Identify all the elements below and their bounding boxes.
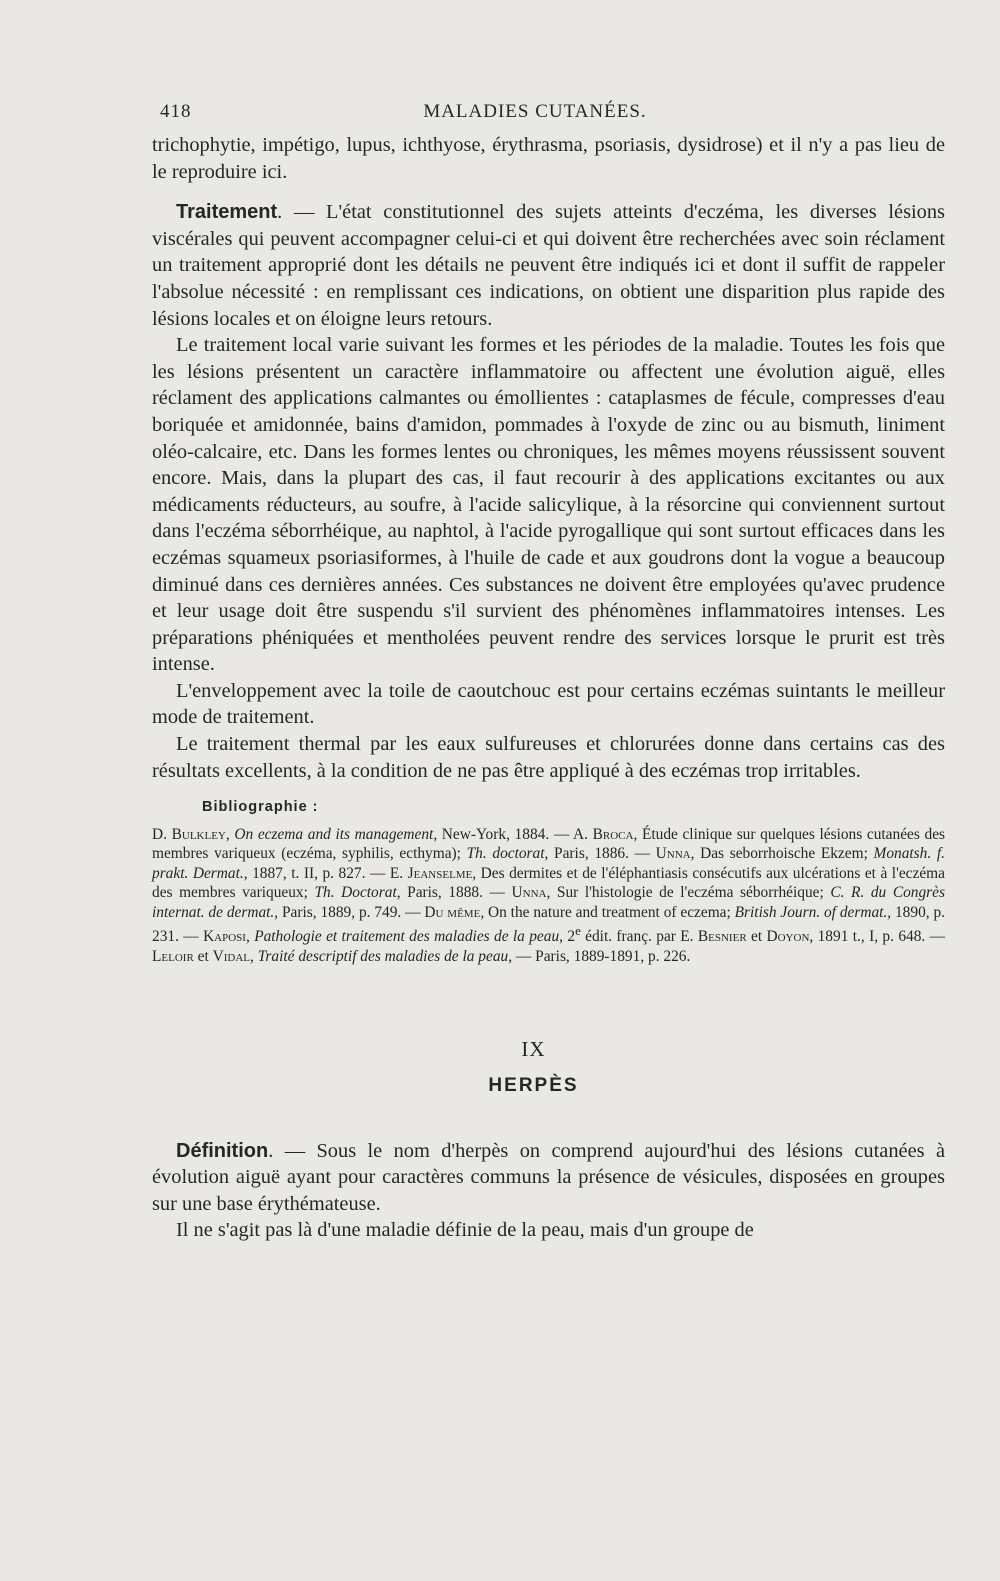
biblio-title: Traité descriptif des maladies de la peau [257,947,509,965]
biblio-title: Pathologie et traitement des maladies de la peau [254,928,560,946]
biblio-author: Jeanselme [407,864,473,882]
biblio-seg: , — Paris, 1889-1891, p. 226. [508,947,691,965]
biblio-seg: , Étude clinique sur quelques lésions cutanées des membres variqueux (eczéma, syphilis, ecthyma); [152,825,946,863]
biblio-seg: et [746,928,767,946]
biblio-author: Bulkley [171,825,226,843]
chapter-number: IX [521,1037,546,1062]
definition-heading: Définition [176,1139,269,1162]
biblio-author: Broca [592,825,634,843]
paragraph-traitement [152,199,945,332]
biblio-seg: , Sur l'histologie de l'eczéma séborrhéique; [546,884,831,902]
biblio-seg: , On the nature and treatment of eczema; [480,903,735,921]
bibliography-text [152,825,945,967]
chapter-title: HERPÈS [488,1075,579,1097]
biblio-seg: , [225,825,235,843]
biblio-title: C. R. du Congrès internat. de dermat. [152,884,945,921]
running-title: MALADIES CUTANÉES. [423,101,647,122]
biblio-seg: et [193,947,213,965]
paragraph-last: Il ne s'agit pas là d'une maladie définie de la peau, mais d'un groupe de [176,1219,754,1242]
paragraph-intro: trichophytie, impétigo, lupus, ichthyose, érythrasma, psoriasis, dysidrose) et il n'y a pas lieu de le reproduire ici. [152,134,945,183]
paragraph-definition [152,1138,945,1218]
biblio-seg: D. [152,825,172,843]
biblio-author: Du même [424,903,481,921]
paragraph-caoutchouc: L'enveloppement avec la toile de caoutchouc est pour certains eczémas suintants le meilleur mode de traitement. [152,679,945,729]
biblio-author: Kaposi [203,928,246,946]
biblio-author: Doyon [766,928,810,946]
biblio-title: Th. Doctorat [314,884,397,902]
paragraph-thermal: Le traitement thermal par les eaux sulfureuses et chlorurées donne dans certains cas des résultats excellents, à la condition de ne pas être appliqué à des eczémas trop irritables. [152,733,945,782]
traitement-heading: Traitement [176,201,278,224]
biblio-author: Besnier [697,928,747,946]
biblio-seg: , 1887, t. II, p. 827. — E. [243,864,408,882]
page-number: 418 [160,101,192,122]
biblio-author: Unna [655,845,691,863]
biblio-seg: , 1890, p. 231. — [152,903,946,946]
running-head [160,101,950,131]
biblio-author: Leloir [152,947,194,965]
biblio-seg: , 1891 t., I, p. 648. — [809,928,946,946]
biblio-seg: édit. franç. par E. [580,928,698,946]
biblio-title: Th. doctorat [466,845,545,863]
biblio-seg: , [250,947,258,965]
biblio-superscript: e [575,924,581,939]
biblio-author: Unna [511,884,547,902]
bibliography-heading: Bibliographie : [202,799,319,816]
biblio-seg: , Des dermites et de l'éléphantiasis consécutifs aux ulcérations et à l'eczéma des membres variqueux; [152,864,945,902]
biblio-author: Vidal [212,947,250,965]
biblio-seg: , 2 [559,928,576,946]
biblio-seg: , Das seborrhoische Ekzem; [690,845,874,863]
traitement-text: . — L'état constitutionnel des sujets atteints d'eczéma, les diverses lésions viscérales qui peuvent accompagner celui-ci et qui doivent être recherchées avec soin réclament un traitement approprié dont les détails ne peuvent être indiqués ici et dont il suffit de rappeler l'absolue nécessité : en remplissant ces indications, on obtient une disparition plus rapide des lésions locales et on éloigne leurs retours. [152,201,945,330]
body-text [152,132,945,1244]
biblio-title: On eczema and its management [234,825,434,843]
biblio-seg: , [245,928,255,946]
paragraph-traitement-local: Le traitement local varie suivant les formes et les périodes de la maladie. Toutes les fois que les lésions présentent un caractère inflammatoire ou affectent une évolution aiguë, elles réclament des applications calmantes ou émollientes : cataplasmes de fécule, compresses d'eau boriquée et amidonnée, bains d'amidon, pommades à l'oxyde de zinc ou au bismuth, liniment oléo-calcaire, etc. Dans les formes lentes ou chroniques, les mêmes moyens réussissent souvent encore. Mais, dans la plupart des cas, il faut recourir à des applications excitantes ou aux médicaments réducteurs, au soufre, à l'acide salicylique, à la résorcine qui conviennent surtout dans l'eczéma séborrhéique, au naphtol, à l'acide pyrogallique qui sont surtout efficaces dans les eczémas squameux psoriasiformes, à l'huile de cade et aux goudrons dont la vogue a beaucoup diminué dans ces dernières années. Ces substances ne doivent être employées qu'avec prudence et leur usage doit être suspendu s'il survient des phénomènes inflammatoires intenses. Les préparations phéniquées et mentholées peuvent rendre des services lorsque le prurit est très intense. [152,334,945,676]
biblio-seg: , New-York, 1884. — A. [433,825,593,843]
biblio-seg: , Paris, 1886. — [544,845,656,863]
biblio-seg: , Paris, 1889, p. 749. — [274,903,425,921]
biblio-title: British Journ. of dermat. [734,903,888,921]
biblio-title: Monatsh. f. prakt. Dermat. [152,845,945,882]
biblio-seg: , Paris, 1888. — [396,884,512,902]
definition-text: . — Sous le nom d'herpès on comprend aujourd'hui des lésions cutanées à évolution aiguë ayant pour caractères communs la présence de vésicules, disposées en groupes sur une base érythémateuse. [152,1139,945,1215]
